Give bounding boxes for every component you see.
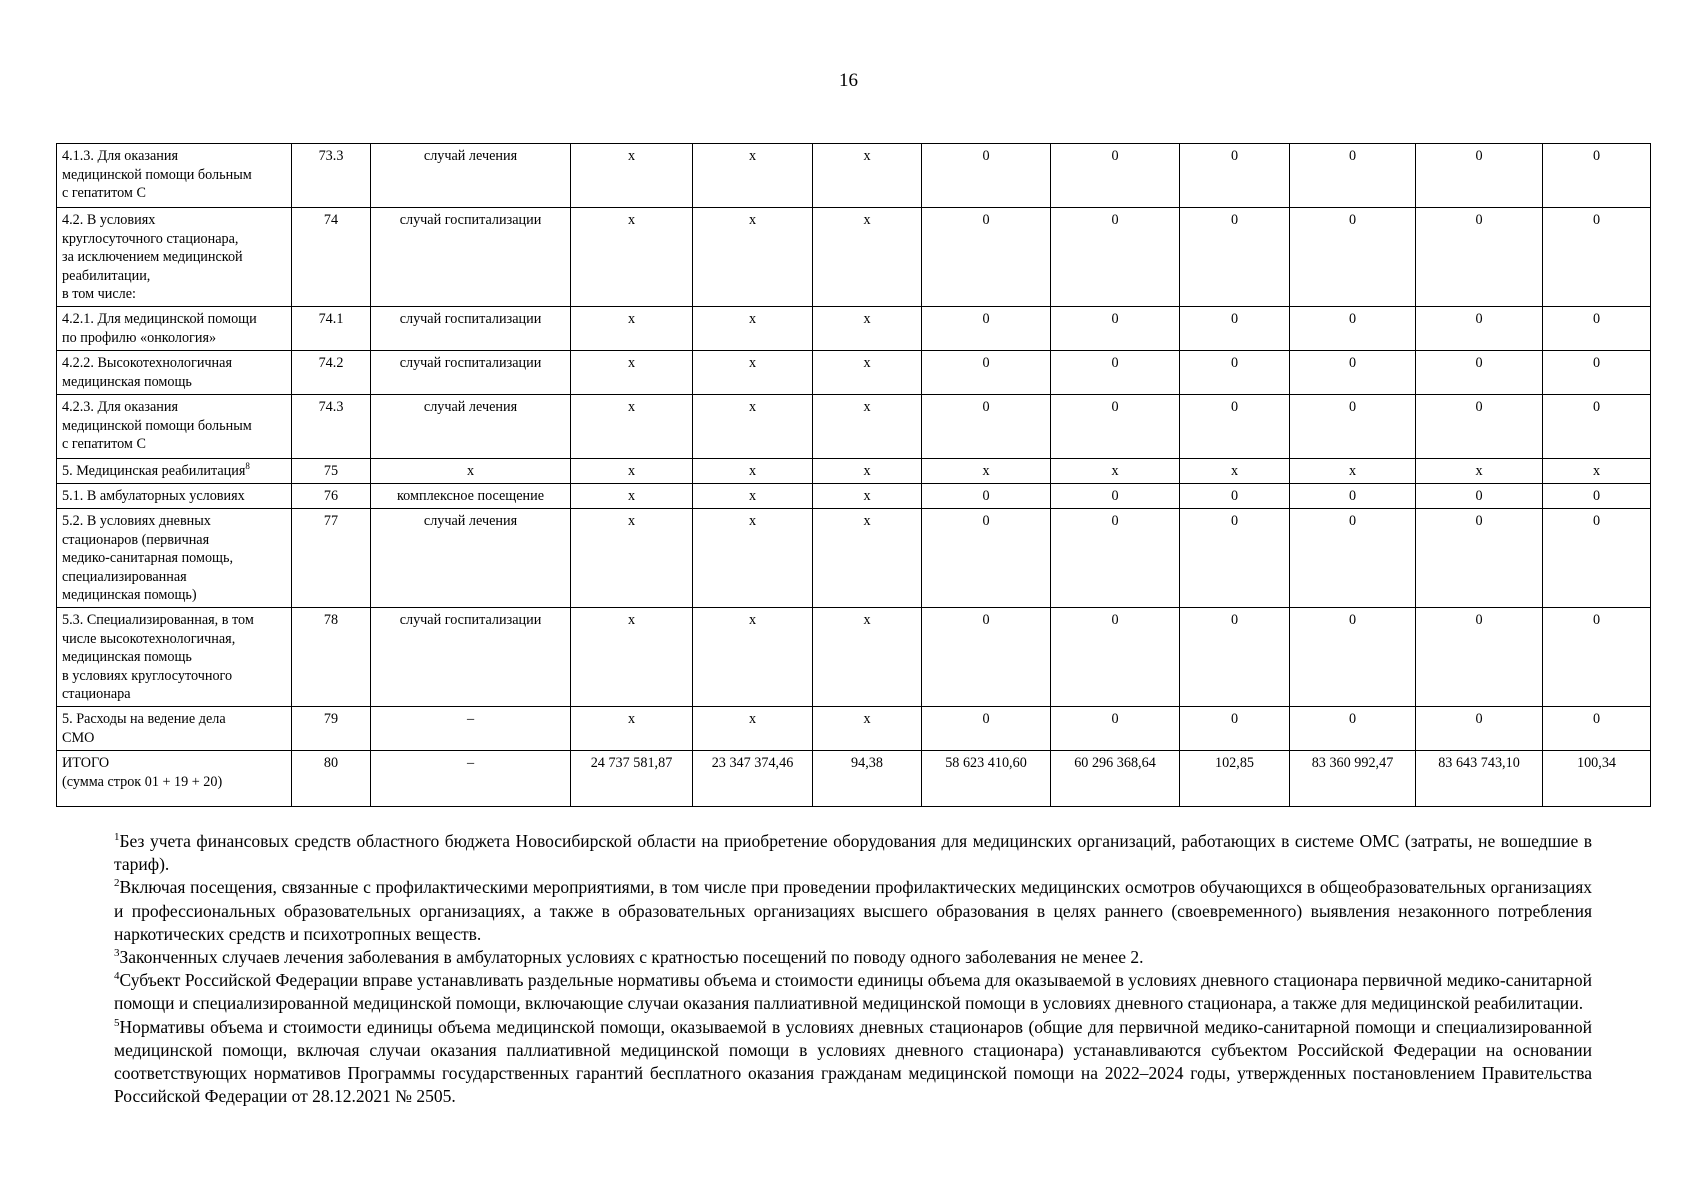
financing-table — [56, 143, 1651, 807]
value-cell: 0 — [1290, 144, 1416, 208]
row-name-line: 4.2.2. Высокотехнологичная — [62, 355, 232, 371]
value-cell: 0 — [1290, 351, 1416, 395]
row-name-line: медицинская помощь) — [62, 587, 197, 604]
row-name-line: 5.2. В условиях дневных — [62, 513, 211, 529]
row-name-line: медицинская помощь — [62, 649, 192, 666]
value-cell: х — [693, 707, 813, 751]
table-row — [57, 208, 1651, 307]
value-cell: 0 — [922, 395, 1051, 459]
row-name-cell — [57, 351, 292, 395]
value-cell: 0 — [922, 208, 1051, 307]
row-name-cell — [57, 608, 292, 707]
row-name-line: 5.1. В амбулаторных условиях — [62, 488, 245, 504]
row-name-line: числе высокотехнологичная, — [62, 630, 236, 647]
row-name-line: 4.2.3. Для оказания — [62, 399, 178, 415]
value-cell: х — [813, 395, 922, 459]
row-number-cell: 79 — [292, 707, 371, 751]
row-name-line: медико-санитарная помощь, — [62, 550, 233, 567]
footnote-text: Субъект Российской Федерации вправе устанавливать раздельные нормативы объема и стоимости единицы объема для оказываемой в условиях дневного стационара первичной медико-санитарной помощи и специализированной медицинской помощи, включающие случаи оказания паллиативной медицинской помощи в условиях дневного стационара, а также для медицинской реабилитации. — [114, 970, 1592, 1014]
value-cell: 0 — [1051, 307, 1180, 351]
value-cell: 0 — [1051, 509, 1180, 608]
row-name-line: 4.2.1. Для медицинской помощи — [62, 311, 257, 327]
value-cell: х — [571, 459, 693, 484]
value-cell: 0 — [1416, 395, 1543, 459]
unit-cell: комплексное посещение — [371, 484, 571, 509]
value-cell: 0 — [1416, 509, 1543, 608]
row-number-cell: 77 — [292, 509, 371, 608]
row-name-line: 4.1.3. Для оказания — [62, 148, 178, 164]
value-cell: 0 — [922, 484, 1051, 509]
row-name-cell — [57, 509, 292, 608]
value-cell: 0 — [1416, 307, 1543, 351]
value-cell: 0 — [1051, 144, 1180, 208]
value-cell: х — [1290, 459, 1416, 484]
row-name-line: в условиях круглосуточного — [62, 667, 233, 684]
value-cell: 23 347 374,46 — [693, 751, 813, 807]
value-cell: х — [813, 707, 922, 751]
footnote-text: Нормативы объема и стоимости единицы объема медицинской помощи, оказываемой в условиях дневных стационаров (общие для первичной медико-санитарной помощи и специализированной медицинской помощи, включая случаи оказания паллиативной медицинской помощи в условиях дневного стационара) устанавливаются субъектом Российской Федерации на основании соответствующих нормативов Программы государственных гарантий бесплатного оказания гражданам медицинской помощи на 2022–2024 годы, утвержденных постановлением Правительства Российской Федерации от 28.12.2021 № 2505. — [114, 1016, 1592, 1107]
value-cell: х — [813, 484, 922, 509]
value-cell: х — [571, 144, 693, 208]
value-cell: 0 — [922, 608, 1051, 707]
value-cell: 0 — [1290, 509, 1416, 608]
value-cell: х — [693, 395, 813, 459]
unit-cell: случай лечения — [371, 144, 571, 208]
value-cell: 0 — [1051, 351, 1180, 395]
value-cell: х — [571, 307, 693, 351]
value-cell: 58 623 410,60 — [922, 751, 1051, 807]
value-cell: 0 — [1543, 608, 1651, 707]
value-cell: х — [571, 484, 693, 509]
unit-cell: случай госпитализации — [371, 208, 571, 307]
value-cell: х — [571, 707, 693, 751]
row-name-line: медицинская помощь — [62, 373, 192, 390]
value-cell: х — [571, 608, 693, 707]
value-cell: 0 — [922, 351, 1051, 395]
value-cell: 0 — [1180, 208, 1290, 307]
value-cell: х — [1543, 459, 1651, 484]
value-cell: 0 — [1180, 484, 1290, 509]
value-cell: 0 — [1180, 707, 1290, 751]
footnote-mark: 4 — [114, 970, 120, 983]
table-row — [57, 608, 1651, 707]
value-cell: 60 296 368,64 — [1051, 751, 1180, 807]
value-cell: 0 — [1543, 484, 1651, 509]
row-name-line: медицинской помощи больным — [62, 166, 252, 183]
row-number-cell: 74.3 — [292, 395, 371, 459]
row-number-cell: 75 — [292, 459, 371, 484]
value-cell: 102,85 — [1180, 751, 1290, 807]
footnote-4 — [114, 969, 1592, 1015]
value-cell: 0 — [1051, 208, 1180, 307]
footnote-mark: 5 — [114, 1016, 120, 1029]
value-cell: 0 — [1416, 208, 1543, 307]
footnote-3 — [114, 946, 1592, 969]
row-number-cell: 78 — [292, 608, 371, 707]
row-name-cell — [57, 144, 292, 208]
row-name-line: стационара — [62, 686, 131, 703]
value-cell: х — [1051, 459, 1180, 484]
value-cell: 0 — [1051, 395, 1180, 459]
table-row — [57, 459, 1651, 484]
row-name-line: 5. Расходы на ведение дела — [62, 711, 226, 727]
row-name-cell — [57, 484, 292, 509]
row-name-line: за исключением медицинской — [62, 249, 243, 266]
value-cell: х — [813, 307, 922, 351]
value-cell: 24 737 581,87 — [571, 751, 693, 807]
row-number-cell: 80 — [292, 751, 371, 807]
row-number-cell: 73.3 — [292, 144, 371, 208]
row-name-cell — [57, 751, 292, 807]
value-cell: 0 — [922, 707, 1051, 751]
row-number-cell: 74.2 — [292, 351, 371, 395]
row-name-cell — [57, 208, 292, 307]
value-cell: х — [813, 608, 922, 707]
footnote-mark: 2 — [114, 877, 120, 890]
table-row — [57, 395, 1651, 459]
unit-cell: случай лечения — [371, 509, 571, 608]
footnote-1 — [114, 830, 1592, 876]
row-name-line: (сумма строк 01 + 19 + 20) — [62, 773, 223, 790]
value-cell: 0 — [1416, 144, 1543, 208]
value-cell: х — [813, 459, 922, 484]
row-name-line: с гепатитом С — [62, 185, 146, 202]
value-cell: х — [693, 144, 813, 208]
row-name-line: в том числе: — [62, 286, 136, 303]
value-cell: х — [693, 307, 813, 351]
footnote-marker: 8 — [245, 461, 250, 471]
value-cell: х — [571, 208, 693, 307]
page-number: 16 — [839, 70, 858, 91]
value-cell: 0 — [1416, 608, 1543, 707]
value-cell: 0 — [1180, 509, 1290, 608]
row-name-line: медицинской помощи больным — [62, 417, 252, 434]
value-cell: х — [922, 459, 1051, 484]
value-cell: 0 — [1180, 144, 1290, 208]
value-cell: 0 — [1543, 307, 1651, 351]
row-number-cell: 76 — [292, 484, 371, 509]
row-name-cell — [57, 307, 292, 351]
value-cell: 0 — [922, 144, 1051, 208]
row-name-line: специализированная — [62, 568, 187, 585]
row-name-line: 4.2. В условиях — [62, 212, 156, 228]
value-cell: х — [1416, 459, 1543, 484]
value-cell: 0 — [1051, 608, 1180, 707]
value-cell: 0 — [1290, 484, 1416, 509]
value-cell: х — [813, 144, 922, 208]
value-cell: 0 — [1543, 707, 1651, 751]
value-cell: 0 — [1180, 608, 1290, 707]
value-cell: 100,34 — [1543, 751, 1651, 807]
value-cell: х — [693, 509, 813, 608]
value-cell: 83 360 992,47 — [1290, 751, 1416, 807]
value-cell: 0 — [1290, 608, 1416, 707]
value-cell: 0 — [1290, 307, 1416, 351]
row-name-line: реабилитации, — [62, 267, 151, 284]
footnote-text: Без учета финансовых средств областного бюджета Новосибирской области на приобретение оборудования для медицинских организаций, работающих в системе ОМС (затраты, не вошедшие в тариф). — [114, 831, 1592, 875]
footnotes — [114, 830, 1592, 1108]
value-cell: 0 — [1180, 351, 1290, 395]
value-cell: 0 — [1180, 395, 1290, 459]
unit-cell: случай лечения — [371, 395, 571, 459]
table-row — [57, 509, 1651, 608]
unit-cell: – — [371, 707, 571, 751]
footnote-mark: 3 — [114, 947, 120, 960]
table-row — [57, 751, 1651, 807]
row-name-line: 5.3. Специализированная, в том — [62, 612, 254, 628]
value-cell: х — [693, 608, 813, 707]
row-name-line: 5. Медицинская реабилитация — [62, 463, 246, 479]
row-name-cell — [57, 459, 292, 484]
table-body — [57, 144, 1651, 807]
value-cell: 0 — [1543, 144, 1651, 208]
value-cell: х — [813, 509, 922, 608]
value-cell: 0 — [1180, 307, 1290, 351]
value-cell: х — [693, 459, 813, 484]
table-row — [57, 351, 1651, 395]
row-name-line: ИТОГО — [62, 755, 110, 771]
footnote-text: Включая посещения, связанные с профилактическими мероприятиями, в том числе при проведении профилактических медицинских осмотров обучающихся в общеобразовательных организациях и профессиональных образовательных организациях, а также в образовательных организациях высшего образования в целях раннего (своевременного) выявления незаконного потребления наркотических средств и психотропных веществ. — [114, 877, 1592, 944]
value-cell: х — [571, 509, 693, 608]
value-cell: х — [571, 351, 693, 395]
value-cell: 0 — [1290, 395, 1416, 459]
value-cell: 0 — [1416, 484, 1543, 509]
value-cell: 94,38 — [813, 751, 922, 807]
value-cell: х — [813, 351, 922, 395]
value-cell: 0 — [1543, 395, 1651, 459]
value-cell: 0 — [1543, 351, 1651, 395]
value-cell: 0 — [1051, 707, 1180, 751]
value-cell: х — [1180, 459, 1290, 484]
value-cell: 0 — [1290, 707, 1416, 751]
table-row — [57, 707, 1651, 751]
unit-cell: случай госпитализации — [371, 608, 571, 707]
unit-cell: случай госпитализации — [371, 351, 571, 395]
footnote-2 — [114, 876, 1592, 946]
unit-cell: – — [371, 751, 571, 807]
footnote-5 — [114, 1016, 1592, 1109]
value-cell: х — [693, 208, 813, 307]
value-cell: 0 — [922, 509, 1051, 608]
row-name-line: стационаров (первичная — [62, 531, 210, 548]
footnote-mark: 1 — [114, 831, 120, 843]
value-cell: 0 — [922, 307, 1051, 351]
row-name-line: по профилю «онкология» — [62, 329, 217, 346]
table-row — [57, 144, 1651, 208]
unit-cell: случай госпитализации — [371, 307, 571, 351]
row-name-line: круглосуточного стационара, — [62, 230, 239, 247]
value-cell: х — [693, 351, 813, 395]
value-cell: 0 — [1051, 484, 1180, 509]
value-cell: х — [813, 208, 922, 307]
table-row — [57, 307, 1651, 351]
row-name-line: СМО — [62, 729, 95, 746]
row-number-cell: 74 — [292, 208, 371, 307]
value-cell: 0 — [1416, 707, 1543, 751]
value-cell: х — [571, 395, 693, 459]
row-name-line: с гепатитом С — [62, 436, 146, 453]
value-cell: 83 643 743,10 — [1416, 751, 1543, 807]
row-number-cell: 74.1 — [292, 307, 371, 351]
table-row — [57, 484, 1651, 509]
value-cell: 0 — [1543, 509, 1651, 608]
row-name-cell — [57, 395, 292, 459]
row-name-cell — [57, 707, 292, 751]
value-cell: 0 — [1290, 208, 1416, 307]
footnote-text: Законченных случаев лечения заболевания в амбулаторных условиях с кратностью посещений по поводу одного заболевания не менее 2. — [119, 947, 1144, 968]
value-cell: 0 — [1416, 351, 1543, 395]
value-cell: х — [693, 484, 813, 509]
unit-cell: х — [371, 459, 571, 484]
value-cell: 0 — [1543, 208, 1651, 307]
